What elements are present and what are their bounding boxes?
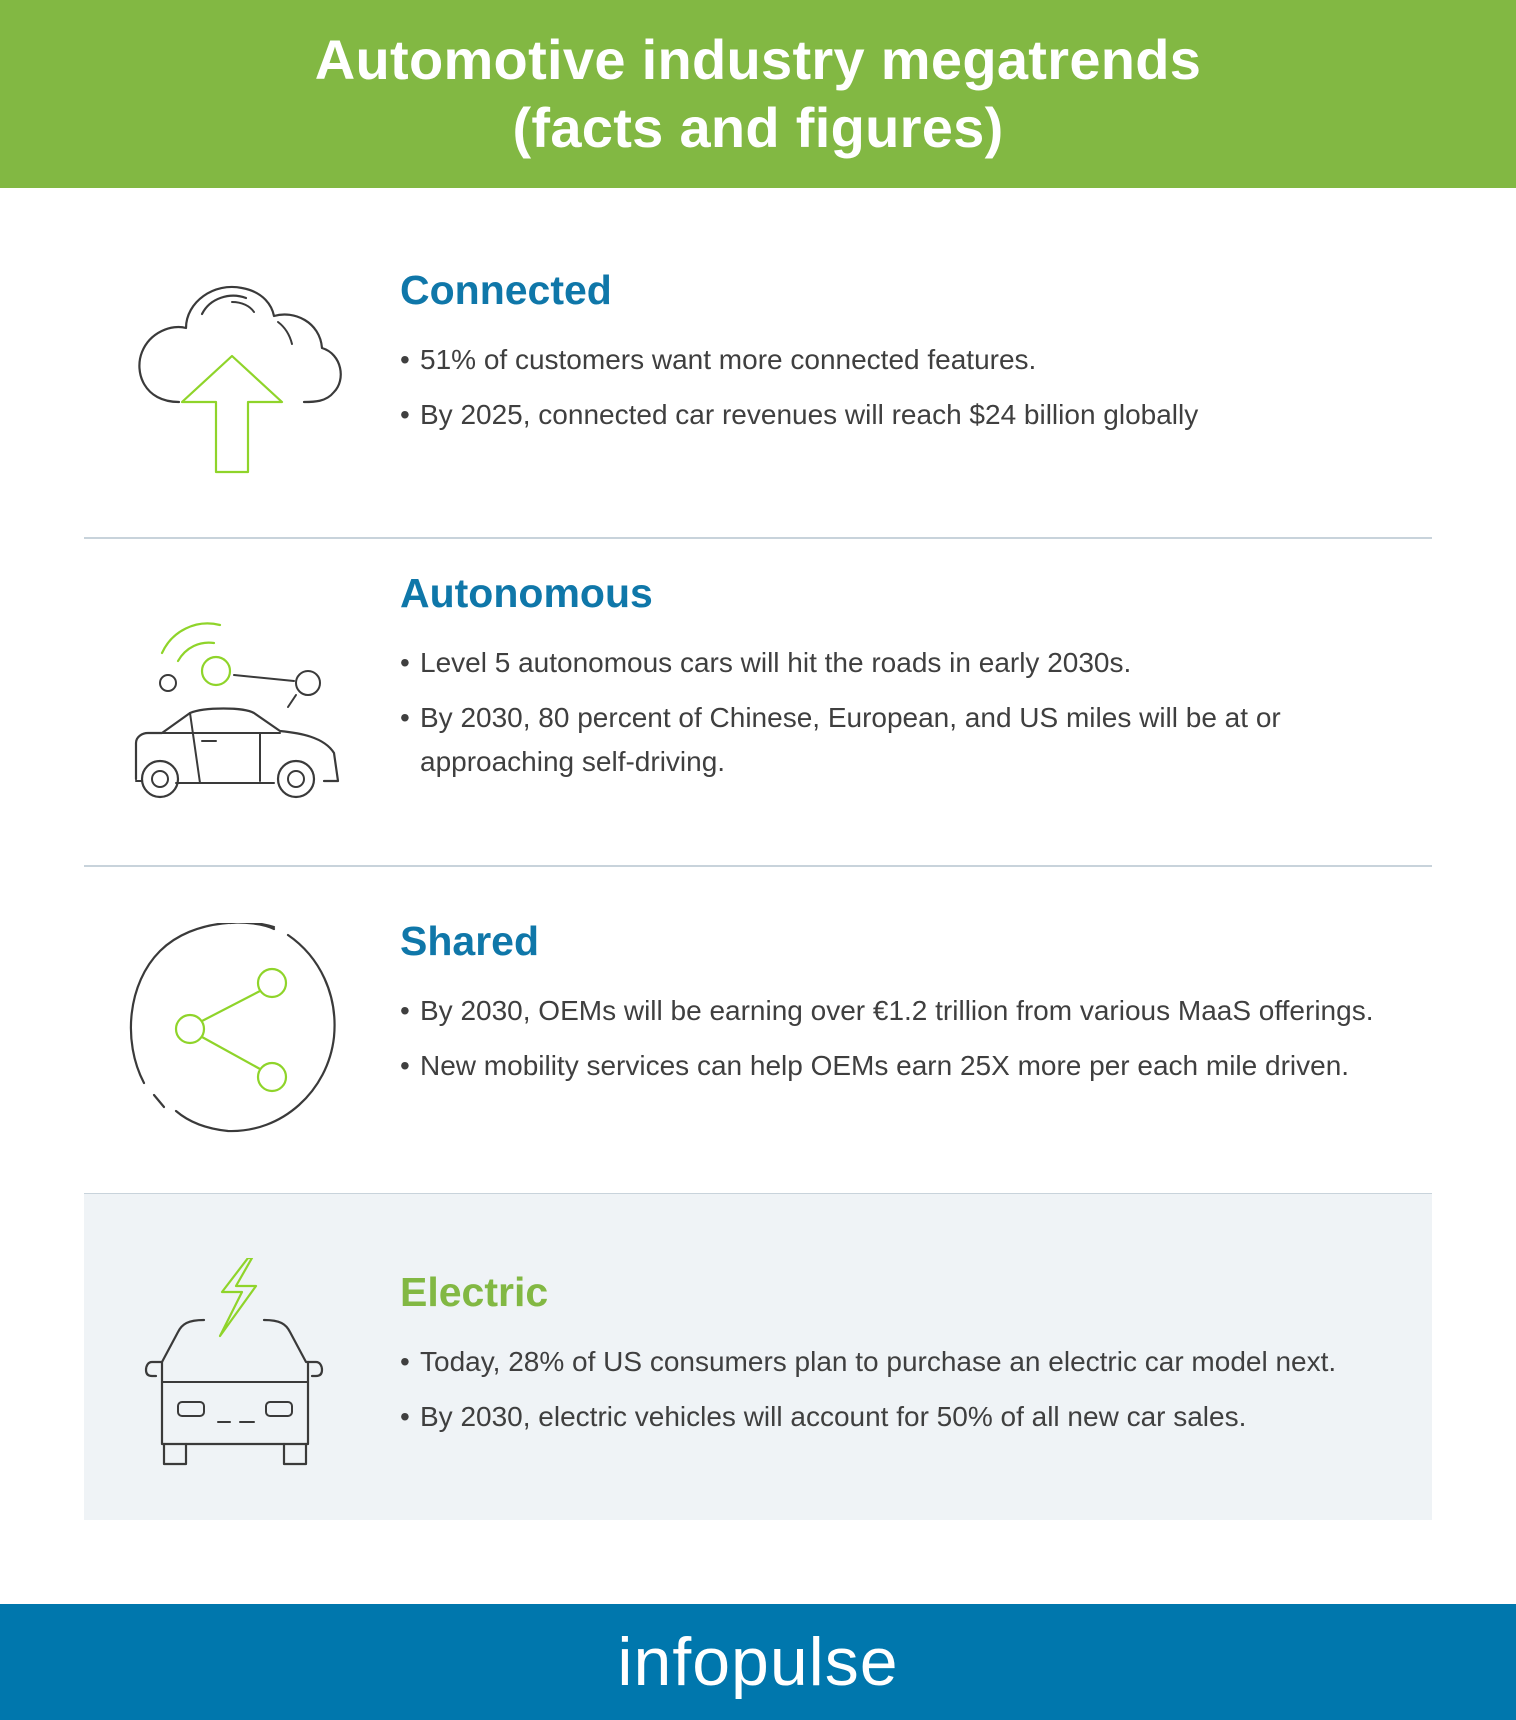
connected-car-icon — [124, 609, 344, 829]
section-divider — [84, 865, 1432, 867]
bullet-item: • 51% of customers want more connected features. — [400, 338, 1432, 382]
bullet-item: • Level 5 autonomous cars will hit the roads in early 2030s. — [400, 641, 1432, 685]
header-banner — [0, 0, 1516, 188]
section-title-autonomous: Autonomous — [400, 570, 653, 616]
cloud-upload-icon — [124, 262, 344, 482]
section-shared — [84, 895, 1432, 1185]
share-icon — [124, 923, 344, 1143]
page-title-line-2: (facts and figures) — [512, 96, 1004, 159]
section-title-shared: Shared — [400, 918, 539, 964]
section-title-electric: Electric — [400, 1269, 549, 1315]
section-title-connected: Connected — [400, 267, 612, 313]
bullet-item: • By 2030, electric vehicles will account for 50% of all new car sales. — [400, 1395, 1432, 1439]
bullet-item: • By 2030, 80 percent of Chinese, European, and US miles will be at or approaching self-driving. — [400, 696, 1432, 784]
electric-car-icon — [124, 1258, 344, 1478]
bullet-item: • Today, 28% of US consumers plan to purchase an electric car model next. — [400, 1340, 1432, 1384]
section-divider — [84, 537, 1432, 539]
bullet-item: • New mobility services can help OEMs earn 25X more per each mile driven. — [400, 1044, 1432, 1088]
bullet-item: • By 2025, connected car revenues will reach $24 billion globally — [400, 393, 1432, 437]
section-autonomous — [84, 565, 1432, 855]
section-connected — [84, 242, 1432, 512]
section-electric — [84, 1250, 1432, 1490]
footer-banner — [0, 1604, 1516, 1720]
bullet-item: • By 2030, OEMs will be earning over €1.2 trillion from various MaaS offerings. — [400, 989, 1432, 1033]
brand-logo: infopulse — [617, 1624, 899, 1700]
page-title-line-1: Automotive industry megatrends — [314, 28, 1202, 91]
